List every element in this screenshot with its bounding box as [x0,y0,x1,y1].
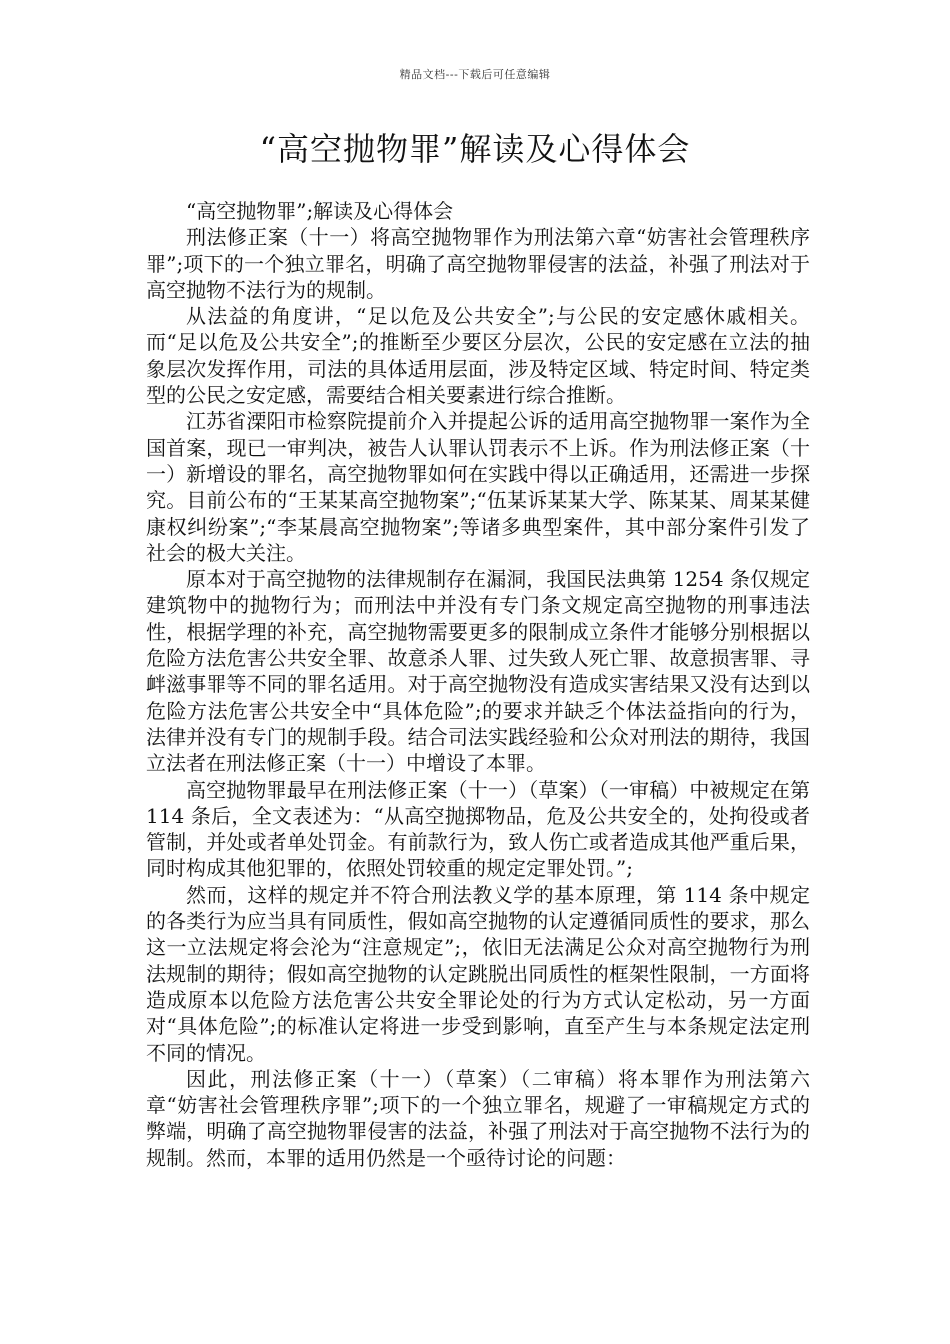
header-note: 精品文档---下载后可任意编辑 [399,68,551,81]
paragraph: 因此，刑法修正案（十一）（草案）（二审稿）将本罪作为刑法第六章“妨害社会管理秩序罪”;项下的一个独立罪名，规避了一审稿规定方式的弊端，明确了高空抛物罪侵害的法益，补强了刑法对于高空抛物不法行为的规制。然而，本罪的适用仍然是一个亟待讨论的问题： [146,1066,810,1170]
document-body [146,198,810,1171]
paragraph: 原本对于高空抛物的法律规制存在漏洞，我国民法典第 1254 条仅规定建筑物中的抛物行为；而刑法中并没有专门条文规定高空抛物的刑事违法性，根据学理的补充，高空抛物需要更多的限制成立条件才能够分别根据以危险方法危害公共安全罪、故意杀人罪、过失致人死亡罪、故意损害罪、寻衅滋事罪等不同的罪名适用。对于高空抛物没有造成实害结果又没有达到以危险方法危害公共安全中“具体危险”;的要求并缺乏个体法益指向的行为，法律并没有专门的规制手段。结合司法实践经验和公众对刑法的期待，我国立法者在刑法修正案（十一）中增设了本罪。 [146,567,810,776]
paragraph: 然而，这样的规定并不符合刑法教义学的基本原理，第 114 条中规定的各类行为应当具有同质性，假如高空抛物的认定遵循同质性的要求，那么这一立法规定将会沦为“注意规定”;，依旧无法满足公众对高空抛物行为刑法规制的期待；假如高空抛物的认定跳脱出同质性的框架性限制，一方面将造成原本以危险方法危害公共安全罪论处的行为方式认定松动，另一方面对“具体危险”;的标准认定将进一步受到影响，直至产生与本条规定法定刑不同的情况。 [146,882,810,1065]
paragraph: 江苏省溧阳市检察院提前介入并提起公诉的适用高空抛物罪一案作为全国首案，现已一审判决，被告人认罪认罚表示不上诉。作为刑法修正案（十一）新增设的罪名，高空抛物罪如何在实践中得以正确适用，还需进一步探究。目前公布的“王某某高空抛物案”;“伍某诉某某大学、陈某某、周某某健康权纠纷案”;“李某晨高空抛物案”;等诸多典型案件，其中部分案件引发了社会的极大关注。 [146,409,810,565]
paragraph: 高空抛物罪最早在刑法修正案（十一）（草案）（一审稿）中被规定在第 114 条后，全文表述为：“从高空抛掷物品，危及公共安全的，处拘役或者管制，并处或者单处罚金。有前款行为，致人伤亡或者造成其他严重后果，同时构成其他犯罪的，依照处罚较重的规定定罪处罚。”; [146,777,810,881]
document-title: “高空抛物罪”解读及心得体会 [259,130,691,168]
paragraph: 刑法修正案（十一）将高空抛物罪作为刑法第六章“妨害社会管理秩序罪”;项下的一个独立罪名，明确了高空抛物罪侵害的法益，补强了刑法对于高空抛物不法行为的规制。 [146,225,810,302]
paragraph: 从法益的角度讲，“足以危及公共安全”;与公民的安定感休戚相关。而“足以危及公共安全”;的推断至少要区分层次，公民的安定感在立法的抽象层次发挥作用，司法的具体适用层面，涉及特定区域、特定时间、特定类型的公民之安定感，需要结合相关要素进行综合推断。 [146,304,810,408]
paragraph: “高空抛物罪”;解读及心得体会 [186,199,454,223]
